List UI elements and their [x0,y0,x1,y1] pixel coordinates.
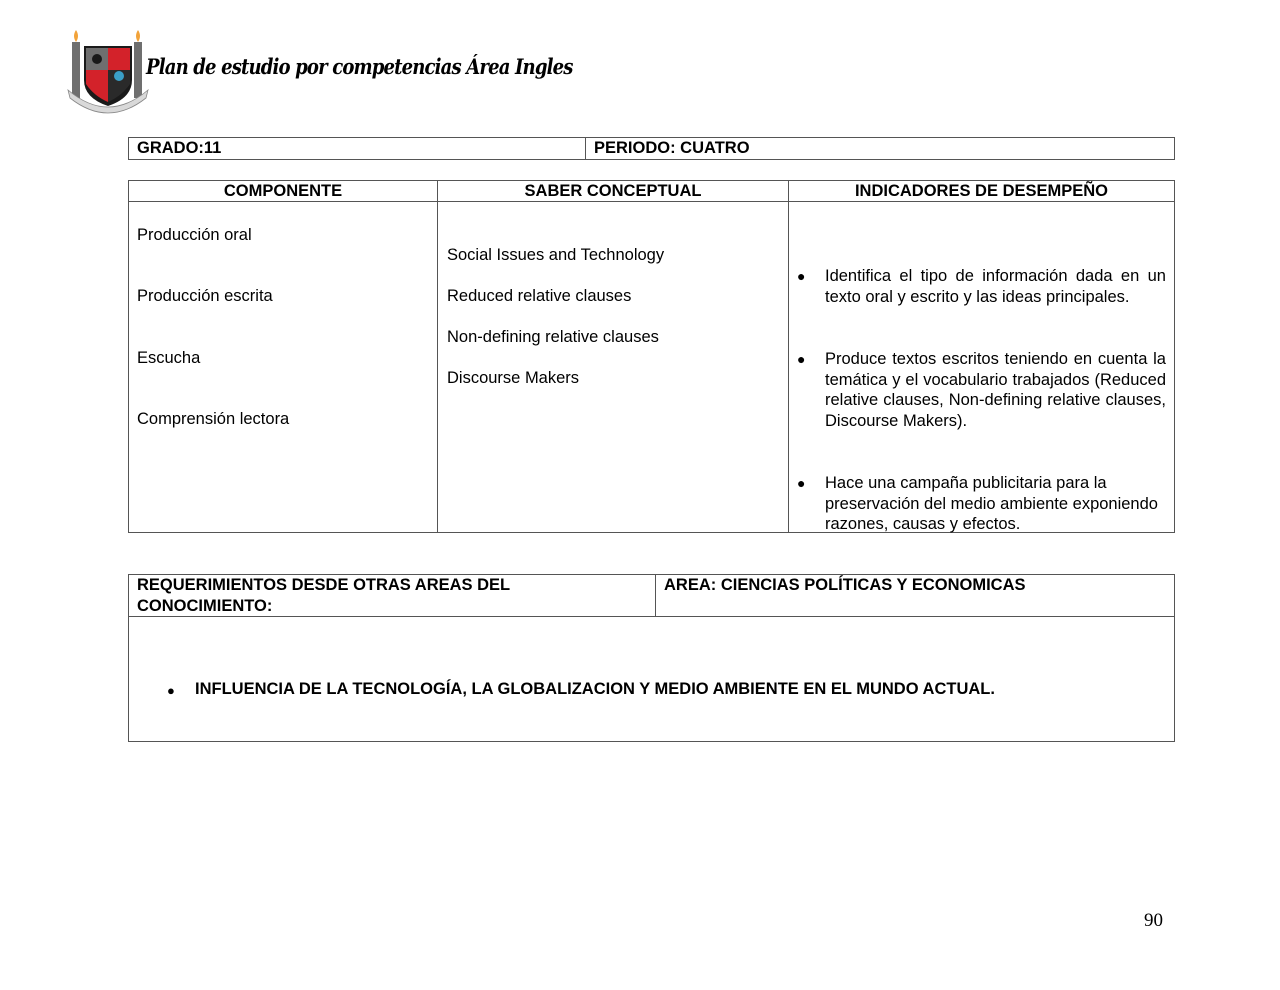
indicador-item [797,473,1166,535]
gear-emblem-icon [92,54,102,64]
bullet-icon: ● [797,268,806,284]
requirement-item: INFLUENCIA DE LA TECNOLOGÍA, LA GLOBALIZACION Y MEDIO AMBIENTE EN EL MUNDO ACTUAL. [195,680,995,698]
header-saber-conceptual: SABER CONCEPTUAL [438,181,789,202]
bullet-icon: ● [167,683,175,698]
componente-item: Producción escrita [137,287,273,305]
left-torch-column [72,42,80,98]
componente-item: Comprensión lectora [137,410,290,428]
header-indicadores: INDICADORES DE DESEMPEÑO [789,181,1175,202]
saber-item: Reduced relative clauses [447,287,632,305]
document-title: Plan de estudio por competencias Área Ingles [146,54,573,79]
indicador-text: Produce textos escritos teniendo en cuenta la temática y el vocabulario trabajados (Reduced relative clauses, Non-defining relative clauses, Discourse Makers). [825,350,1166,431]
saber-item: Social Issues and Technology [447,246,665,264]
school-crest-logo [66,28,150,120]
shield-quarter-red [108,48,130,70]
curriculum-table [128,180,1175,533]
saber-item: Non-defining relative clauses [447,328,659,346]
bullet-icon: ● [797,475,806,491]
saberes-cell [438,202,789,533]
right-torch-column [134,42,142,98]
requirements-table [128,574,1175,742]
document-header [66,28,573,124]
left-flame-icon [74,30,78,42]
grade-period-table [128,137,1175,160]
indicadores-cell [789,202,1175,533]
period-cell: PERIODO: CUATRO [586,138,1175,160]
indicador-text: Identifica el tipo de información dada en un texto oral y escrito y las ideas principales. [825,267,1166,306]
grade-cell: GRADO:11 [129,138,586,160]
requirements-header: REQUERIMIENTOS DESDE OTRAS AREAS DEL CONOCIMIENTO: [129,575,656,617]
indicador-item [797,349,1166,432]
globe-emblem-icon [114,71,124,81]
componentes-cell [129,202,438,533]
header-componente: COMPONENTE [129,181,438,202]
indicador-text: Hace una campaña publicitaria para la preservación del medio ambiente exponiendo razones, causas y efectos. [825,474,1158,534]
page-number: 90 [1144,910,1163,931]
requirements-body [129,617,1175,742]
componente-item: Escucha [137,349,201,367]
right-flame-icon [136,30,140,42]
componente-item: Producción oral [137,226,252,244]
area-header: AREA: CIENCIAS POLÍTICAS Y ECONOMICAS [656,575,1175,617]
indicador-item [797,266,1166,307]
saber-item: Discourse Makers [447,369,580,387]
bullet-icon: ● [797,351,806,367]
